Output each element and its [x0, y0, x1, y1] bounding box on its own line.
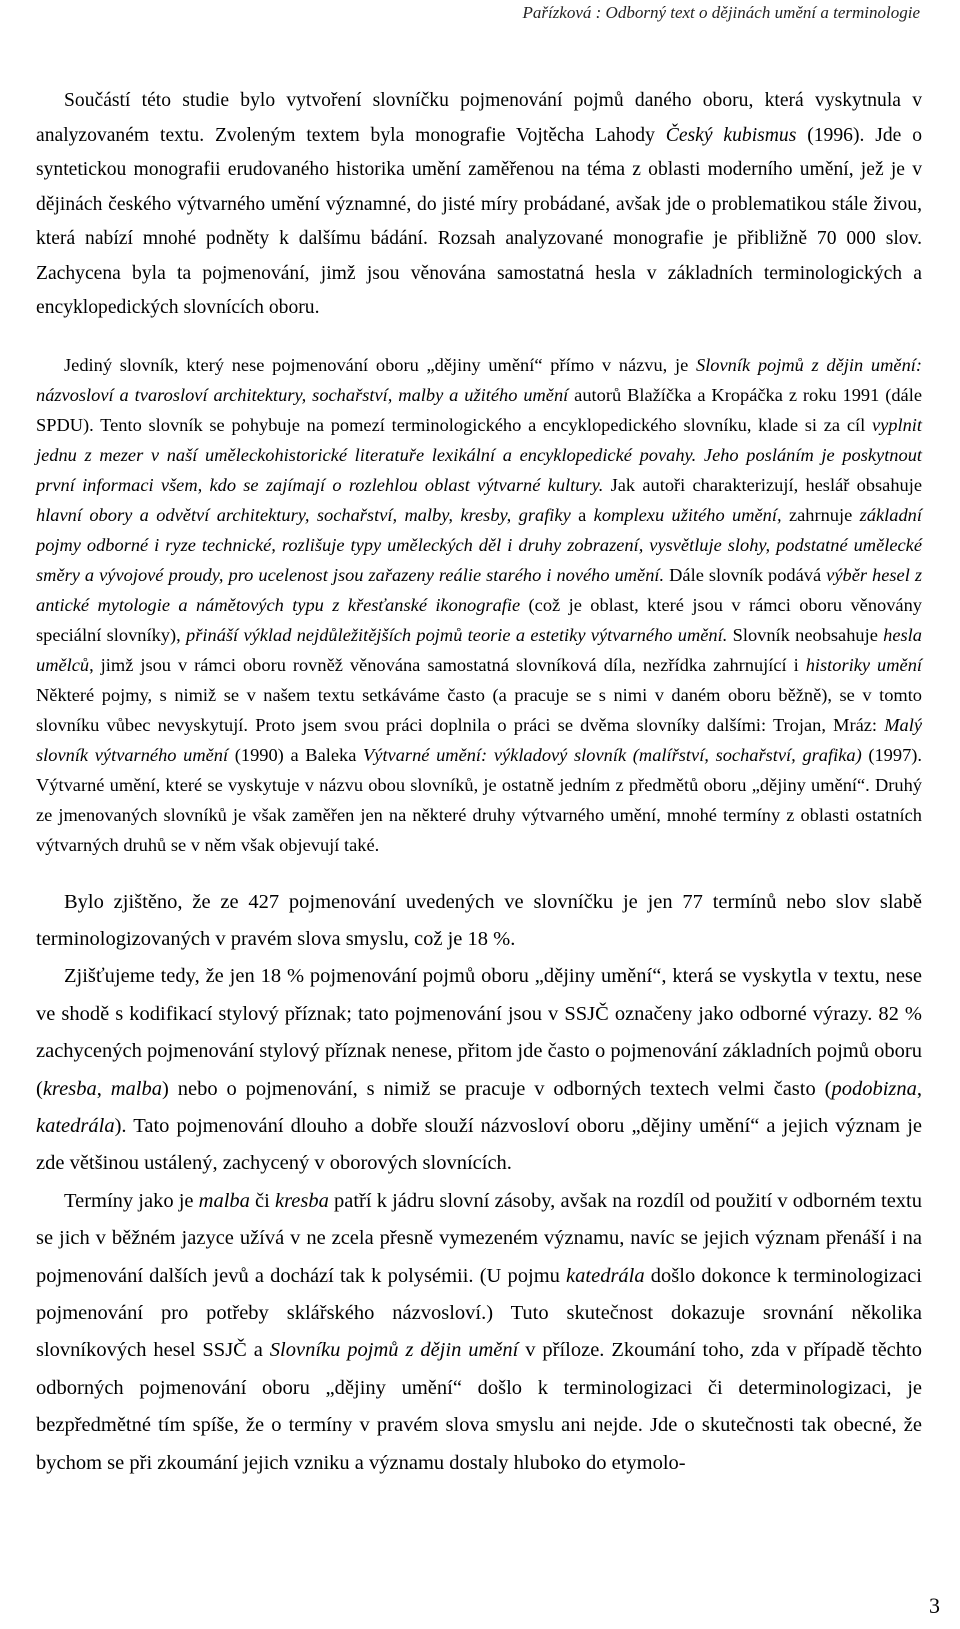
text-run: či [249, 1189, 275, 1212]
text-run: došlo dokonce k terminologizaci pojmenování pro potřeby sklářského názvosloví.) Tuto skutečnost dokazuje srovnání několika slovníkových hesel SSJČ a [36, 1264, 922, 1362]
text-run: v příloze. Zkoumání toho, zda v případě těchto odborných pojmenování oboru „dějiny umění“ došlo k terminologizaci či determinologizaci, je bezpředmětné tím spíše, že o termíny v pravém slova smyslu ani nejde. Jde o skutečnosti tak obecné, že bychom se při zkoumání jejich vzniku a významu dostaly hluboko do etymolo- [36, 1339, 922, 1474]
paragraph-findings [36, 884, 922, 959]
text-run: Jediný slovník, který nese pojmenování oboru „dějiny umění“ přímo v názvu, je [64, 354, 696, 375]
text-run: (1996). Jde o syntetickou monografii erudovaného historika umění zaměřenou na téma z oblasti moderního umění, jež je v dějinách českého výtvarného umění významné, do jisté míry probádané, avšak jde o problematikou stále živou, která nabízí mnohé podněty k dalšímu bádání. Rozsah analyzované monografie je přibližně 70 000 slov. Zachycena byla ta pojmenování, jimž jsou věnována samostatná hesla v základních terminologických a encyklopedických slovnících oboru. [36, 124, 923, 318]
text-run: Termíny jako je [64, 1189, 199, 1212]
italic-text-run: výběr hesel z antické mytologie a námětových typu z křesťanské ikonografie [36, 564, 922, 615]
text-run: Některé pojmy, s nimiž se v našem textu setkáváme často (a pracuje se s nimi v daném oboru běžně), se v tomto slovníku vůbec nevyskytují. Proto jsem svou práci doplnila o práci se dvěma slovníky dalšími: Trojan, Mráz: [36, 684, 922, 735]
italic-text-run: vyplnit jednu z mezer v naší uměleckohistorické literatuře lexikální a encyklopedické povahy. Jeho posláním je poskytnout první informaci všem, kdo se zajímají o rozlehlou oblast výtvarné kultury. [36, 414, 922, 495]
italic-text-run: komplexu užitého umění, [593, 504, 782, 525]
text-run: Dále slovník podává [664, 564, 827, 585]
italic-text-run: podobizna [831, 1077, 917, 1100]
text-run: (1990) a Baleka [228, 744, 364, 765]
text-run: , [96, 1077, 111, 1100]
document-body [36, 84, 922, 1482]
text-run: Součástí této studie bylo vytvoření slovníčku pojmenování pojmů daného oboru, která vyskytnula v analyzovaném textu. Zvoleným textem byla monografie Vojtěcha Lahody [36, 90, 922, 146]
italic-text-run: kresba [274, 1189, 329, 1212]
text-run: Slovník neobsahuje [727, 624, 884, 645]
running-header: Pařízková : Odborný text o dějinách umění a terminologie [522, 3, 920, 22]
paragraph-intro [36, 84, 922, 326]
italic-text-run: přináší výklad nejdůležitějších pojmů teorie a estetiky výtvarného umění. [186, 624, 728, 645]
italic-text-run: Výtvarné umění: výkladový slovník (malířství, sochařství, grafika) [363, 744, 862, 765]
text-run: a [570, 504, 594, 525]
text-run: ) nebo o pojmenování, s nimiž se pracuje v odborných textech velmi často ( [162, 1077, 832, 1100]
italic-text-run: malba [110, 1077, 162, 1100]
text-run: , jimž jsou v rámci oboru rovněž věnována samostatná slovníková díla, nezřídka zahrnující i [89, 654, 806, 675]
italic-text-run: malba [198, 1189, 250, 1212]
text-run: zahrnuje [781, 504, 860, 525]
paragraph-polysemy [36, 1183, 922, 1482]
italic-text-run: historiky umění [805, 654, 922, 675]
paragraph-dictionaries [36, 350, 922, 860]
text-run: autorů Blažíčka a Kropáčka z roku 1991 (dále SPDU). Tento slovník se pohybuje na pomezí terminologického a encyklopedického slovníku, klade si za cíl [36, 384, 922, 435]
text-run: Jak autoři charakterizují, heslář obsahuje [603, 474, 922, 495]
text-run: (což je oblast, které jsou v rámci oboru věnovány speciální slovníky), [36, 594, 922, 645]
page-number: 3 [929, 1593, 940, 1618]
text-run: Zjišťujeme tedy, že jen 18 % pojmenování pojmů oboru „dějiny umění“, která se vyskytla v textu, nese ve shodě s kodifikací stylový příznak; tato pojmenování jsou v SSJČ označeny jako odborné výrazy. 82 % zachycených pojmenování stylový příznak nenese, přitom jde často o pojmenování základních pojmů oboru ( [36, 965, 922, 1100]
italic-text-run: kresba [42, 1077, 97, 1100]
text-run: (1997). Výtvarné umění, které se vyskytuje v názvu obou slovníků, je ostatně jedním z předmětů oboru „dějiny umění“. Druhý ze jmenovaných slovníků je však zaměřen jen na některé druhy výtvarného umění, mnohé termíny z oblasti ostatních výtvarných druhů se v něm však objevují také. [36, 744, 922, 855]
paragraph-style-marker [36, 958, 922, 1182]
italic-text-run: Český kubismus [665, 124, 797, 146]
text-run: Bylo zjištěno, že ze 427 pojmenování uvedených ve slovníčku je jen 77 termínů nebo slov slabě terminologizovaných v pravém slova smyslu, což je 18 %. [36, 890, 922, 950]
italic-text-run: základní pojmy odborné i ryze technické, rozlišuje typy uměleckých děl i druhy zobrazení, vysvětluje slohy, podstatné umělecké směry a vývojové proudy, pro ucelenost jsou zařazeny reálie starého i nového umění. [36, 504, 922, 585]
italic-text-run: katedrála [566, 1264, 645, 1287]
text-run: , [916, 1077, 923, 1100]
text-run: patří k jádru slovní zásoby, avšak na rozdíl od použití v odborném textu se jich v běžném jazyce užívá v ne zcela přesně vymezeném významu, navíc se jejich význam přenáší i na pojmenování dalších jevů a dochází tak k polysémii. (U pojmu [36, 1189, 923, 1287]
italic-text-run: Slovník pojmů z dějin umění: názvosloví a tvarosloví architektury, sochařství, malby a užitého umění [36, 354, 922, 405]
italic-text-run: Slovníku pojmů z dějin umění [269, 1339, 519, 1362]
italic-text-run: Malý slovník výtvarného umění [36, 714, 922, 765]
text-run: ). Tato pojmenování dlouho a dobře slouží názvosloví oboru „dějiny umění“ a jejich význam je zde většinou ustálený, zachycený v oborových slovnících. [36, 1114, 922, 1175]
italic-text-run: katedrála [36, 1114, 115, 1137]
italic-text-run: hesla umělců [36, 624, 922, 675]
italic-text-run: hlavní obory a odvětví architektury, sochařství, malby, kresby, grafiky [36, 504, 571, 525]
